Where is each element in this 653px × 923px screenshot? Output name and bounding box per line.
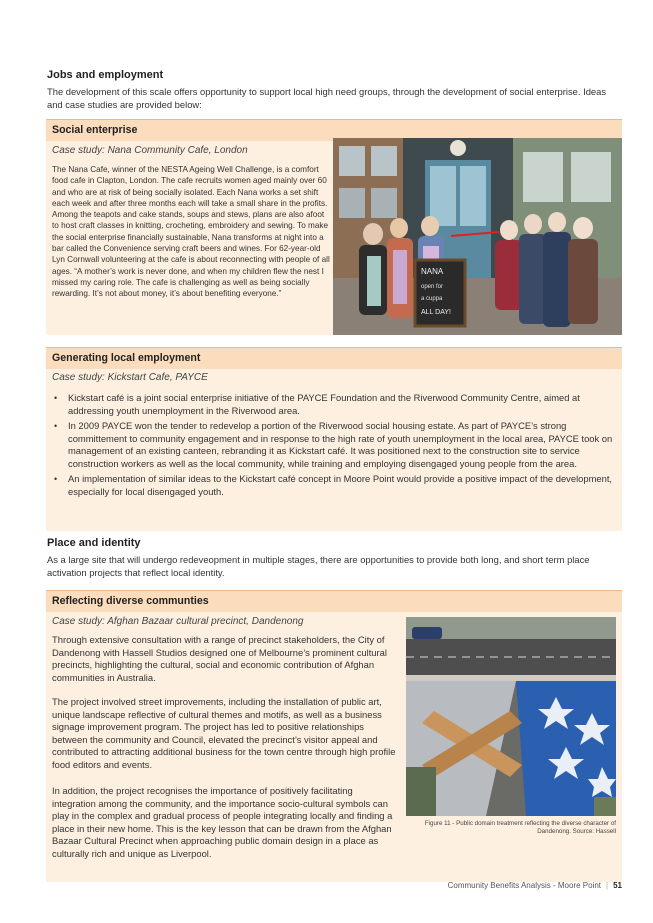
section-heading-place: Place and identity — [47, 537, 141, 549]
bullet-item: • In 2009 PAYCE won the tender to redevelop a portion of the Riverwood social housing estate. As part of PAYCE’s strong committement to community engagement and in response to the high rate of youth unemployment in the local area, PAYCE took on management of an existing canteen, rebranding it as Kickstart café. It was positioned next to the construction site to service construction workers as well as the local community, while training and employing disengaged young people from the area. — [54, 420, 613, 469]
place-intro: As a large site that will undergo redeveopment in multiple stages, there are opportunities to provide both long, and short term place activation projects that reflect local identity. — [47, 554, 590, 578]
page-number: 51 — [613, 881, 622, 890]
afghan-para-2: The project involved street improvements, including the installation of public art, unique landscape reflective of cultural themes and motifs, as well as a business signage improvement program. The project has led to positive relationships between the community and Council, elevated the precinct’s visitor appeal and contributed to attracting additional business for the town centre through high profile food editors and events. — [52, 696, 396, 770]
afghan-bazaar-photo — [406, 617, 616, 816]
sign-text-1: NANA — [421, 267, 444, 276]
nana-case-body: The Nana Cafe, winner of the NESTA Ageing Well Challenge, is a comfort food cafe in Clapton, London. The cafe recruits women aged mainly over 60 and who are at risk of being socially isolated. Each Nana works a set shift each week and after three months each will take a small share in the profits. Among the teapots and cake stands, soups and stews, plans are also afoot to host craft classes in knitting, crocheting, embroidery and sewing. To make the social enterprise financially sustainable, Nana transforms at night into a bar called the Convenience serving craft beers and wines. For 62-year-old Lyn Cornwall volunteering at the cafe is about reconnecting with people of all ages. “A mother’s work is never done, and when my children flew the nest I missed my caring role. The cafe is challenging as well as being socially rewarding. It’s not about money, it’s about benefiting everyone.” — [52, 165, 330, 299]
bullet-item: • Kickstart café is a joint social enterprise initiative of the PAYCE Foundation and the Riverwood Community Centre, aimed at addressing youth unemployment in the Riverwood area. — [54, 392, 580, 416]
afghan-para-3: In addition, the project recognises the importance of positively facilitating integration among the community, and the importance socio-cultural symbols can play in the complex and gradual process of people integrating locally and finding a place in their new home. This is the key lesson that can be drawn from the Afghan Bazaar Cultural Precinct when approaching public domain design in a place as culturally rich and unique as Liverpool. — [52, 785, 393, 859]
nana-cafe-photo — [333, 138, 622, 335]
kickstart-bullets — [52, 392, 616, 501]
figure-caption: Figure 11 - Public domain treatment reflecting the diverse character of Dandenong. Source: Hassell — [424, 820, 616, 835]
social-enterprise-header: Social enterprise — [46, 119, 622, 141]
footer-doc-title: Community Benefits Analysis - Moore Point — [447, 881, 602, 890]
afghan-case-title: Case study: Afghan Bazaar cultural precinct, Dandenong — [52, 616, 304, 627]
bullet-item: • An implementation of similar ideas to the Kickstart café concept in Moore Point would provide a positive impact of the development, especially for local disengaged youth. — [54, 473, 613, 497]
diverse-communities-box — [46, 590, 622, 882]
section-heading-jobs: Jobs and employment — [47, 69, 164, 81]
nana-case-title: Case study: Nana Community Cafe, London — [52, 145, 248, 156]
sign-text-3: a cuppa — [421, 296, 443, 302]
page-footer: Community Benefits Analysis - Moore Point | 51 — [447, 881, 622, 890]
local-employment-box — [46, 347, 622, 531]
jobs-intro: The development of this scale offers opportunity to support local high need groups, through the development of social enterprise. Ideas and case studies are provided below: — [47, 86, 607, 110]
sign-text-4: ALL DAY! — [421, 309, 451, 316]
sign-text-2: open for — [421, 284, 444, 290]
afghan-para-1: Through extensive consultation with a range of precinct stakeholders, the City of Dandenong with Hassell Studios designed one of Melbourne’s prominent cultural precincts, highlighting the cultural, social and economic contribution of Afghan communities in Australia. — [52, 634, 387, 683]
diverse-communities-header: Reflecting diverse communties — [46, 590, 622, 612]
social-enterprise-box — [46, 119, 622, 335]
kickstart-case-title: Case study: Kickstart Cafe, PAYCE — [52, 372, 208, 383]
local-employment-header: Generating local employment — [46, 347, 622, 369]
